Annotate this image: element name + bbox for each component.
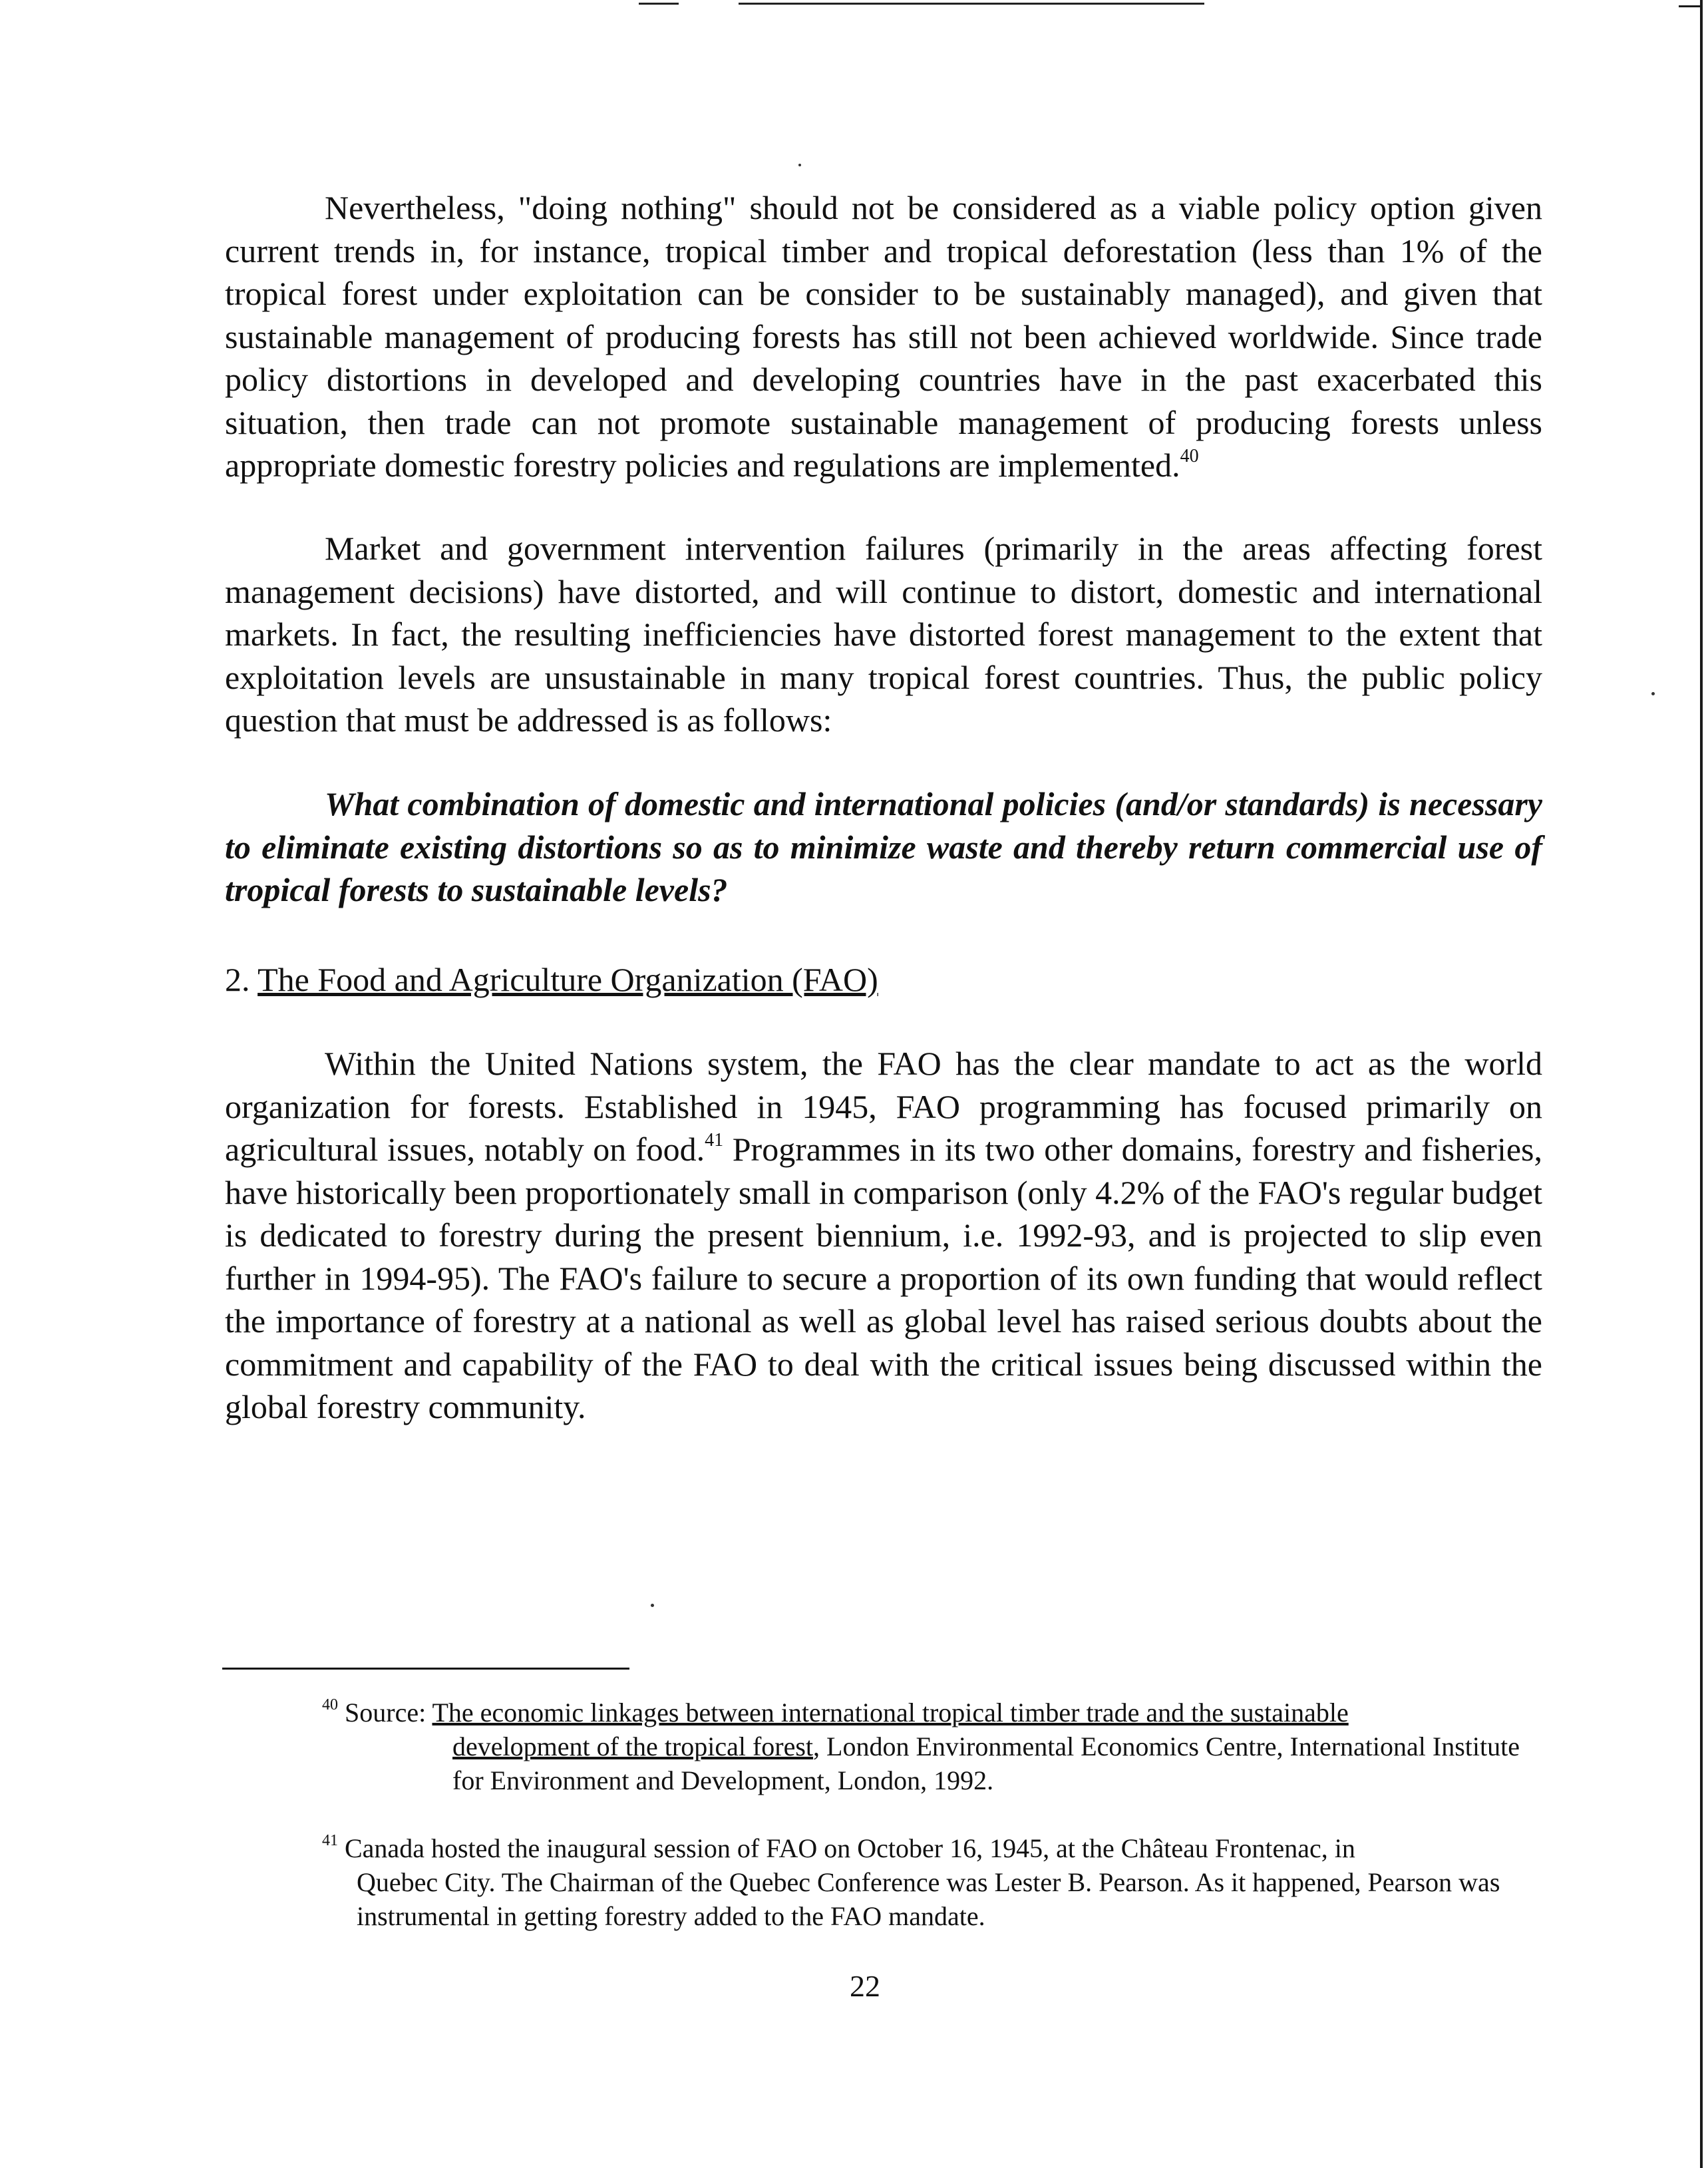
footnote-label: Source: xyxy=(345,1698,432,1727)
section-number: 2. xyxy=(225,961,258,998)
footnote-41-continuation: Quebec City. The Chairman of the Quebec Conference was Lester B. Pearson. As it happened, Pearson was instrumental in getting forestry added to the FAO mandate. xyxy=(357,1867,1500,1931)
footnote-40 xyxy=(322,1696,1546,1797)
scan-top-rule xyxy=(739,3,1204,5)
section-title: The Food and Agriculture Organization (FAO) xyxy=(257,961,878,998)
policy-question-text: What combination of domestic and international policies (and/or standards) is necessary to eliminate existing distortions so as to minimize waste and thereby return commercial use of tropical forests to sustainable levels? xyxy=(225,785,1542,908)
scan-speck xyxy=(1651,692,1655,695)
policy-question xyxy=(225,783,1542,912)
footnote-ref-40: 40 xyxy=(1180,446,1199,466)
scan-edge-cap xyxy=(1679,5,1703,7)
footnote-separator xyxy=(222,1668,629,1670)
footnote-text: , London Environmental Economics Centre, International Institute for Environment and Development, London, 1992. xyxy=(452,1731,1520,1795)
page-number: 22 xyxy=(850,1969,880,2003)
footnote-40-first-line xyxy=(322,1696,1546,1729)
footnote-text: Canada hosted the inaugural session of FAO on October 16, 1945, at the Château Frontenac, in xyxy=(345,1833,1355,1863)
paragraph-fao xyxy=(225,1042,1542,1429)
paragraph-do-nothing xyxy=(225,186,1542,487)
footnote-41 xyxy=(322,1831,1546,1933)
scan-top-rule xyxy=(639,3,679,5)
footnote-source-title: The economic linkages between international tropical timber trade and the sustainable xyxy=(432,1698,1349,1727)
paragraph-text: Programmes in its two other domains, forestry and fisheries, have historically been proportionately small in comparison (only 4.2% of the FAO's regular budget is dedicated to forestry during the present biennium, i.e. 1992-93, and is projected to slip even further in 1994-95). The FAO's failure to secure a proportion of its own funding that would reflect the importance of forestry at a national as well as global level has raised serious doubts about the commitment and capability of the FAO to deal with the critical issues being discussed within the global forestry community. xyxy=(225,1131,1543,1425)
footnote-40-continuation xyxy=(322,1729,1546,1797)
footnote-source-title-cont: development of the tropical forest xyxy=(452,1731,814,1761)
section-heading xyxy=(225,958,878,1001)
footnote-marker: 40 xyxy=(322,1696,338,1714)
paragraph-text: Within the United Nations system, the FAO has the clear mandate to act as the world organization for forests. Established in 1945, FAO programming has focused primarily on agricultural issues, notably on food. xyxy=(225,1045,1542,1168)
footnote-ref-41: 41 xyxy=(705,1130,724,1151)
footnote-41-first-line xyxy=(322,1831,1546,1865)
scan-speck xyxy=(798,164,801,166)
scan-right-edge xyxy=(1700,0,1703,2168)
paragraph-text: Nevertheless, "doing nothing" should not be considered as a viable policy option given current trends in, for instance, tropical timber and tropical deforestation (less than 1% of the tropical forest under exploitation can be consider to be sustainably managed), and given that sustainable management of producing forests has still not been achieved worldwide. Since trade policy distortions in developed and developing countries have in the past exacerbated this situation, then trade can not promote sustainable management of producing forests unless appropriate domestic forestry policies and regulations are implemented. xyxy=(225,189,1542,484)
footnote-marker: 41 xyxy=(322,1832,338,1849)
scan-speck xyxy=(651,1604,654,1607)
paragraph-text: Market and government intervention failures (primarily in the areas affecting forest management decisions) have distorted, and will continue to distort, domestic and international markets. In fact, the resulting inefficiencies have distorted forest management to the extent that exploitation levels are unsustainable in many tropical forest countries. Thus, the public policy question that must be addressed is as follows: xyxy=(225,530,1542,739)
paragraph-market-failures xyxy=(225,527,1542,742)
